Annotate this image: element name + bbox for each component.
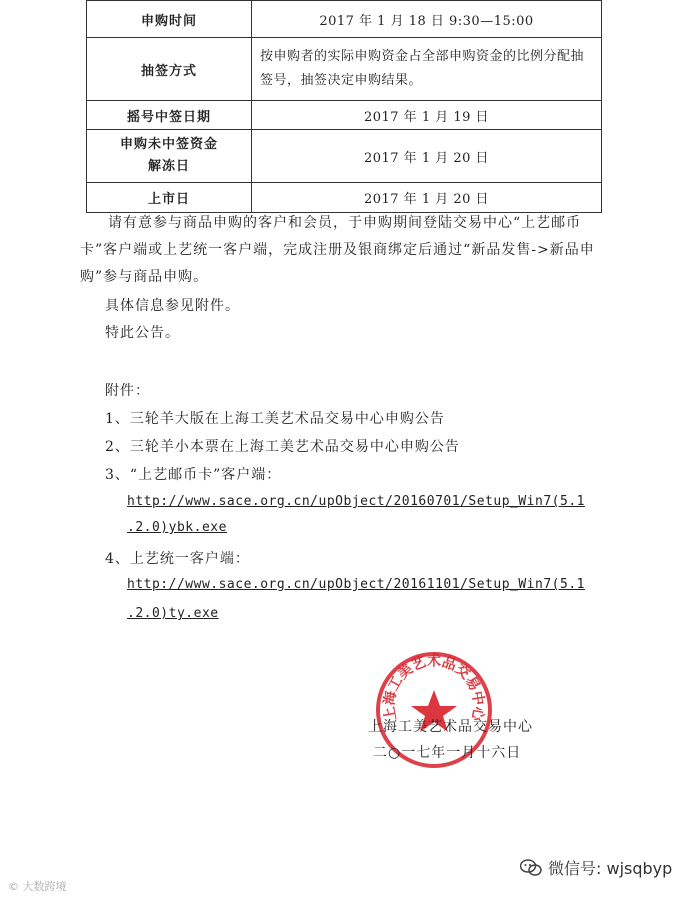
row-label: 抽签方式 (87, 38, 252, 101)
table-row (87, 183, 602, 213)
attachment-item: 1、三轮羊大版在上海工美艺术品交易中心申购公告 (105, 411, 445, 427)
wechat-id-label: 微信号: wjsqbyp (548, 859, 673, 878)
row-value: 2017 年 1 月 19 日 (252, 101, 602, 130)
subscription-info-table (86, 0, 602, 213)
download-link[interactable]: .2.0)ybk.exe (127, 520, 227, 535)
details-note: 具体信息参见附件。 (105, 298, 240, 314)
copyright-icon: © (8, 880, 19, 893)
row-label (87, 130, 252, 183)
closing-note: 特此公告。 (105, 325, 180, 341)
source-label: 大数跨境 (22, 880, 67, 893)
download-link[interactable]: http://www.sace.org.cn/upObject/20161101/Setup_Win7(5.1 (127, 577, 585, 592)
row-value: 按申购者的实际申购资金占全部申购资金的比例分配抽签号，抽签决定申购结果。 (252, 38, 602, 101)
table-row (87, 38, 602, 101)
instruction-paragraph: 请有意参与商品申购的客户和会员，于申购期间登陆交易中心“上艺邮币卡”客户端或上艺统一客户端，完成注册及银商绑定后通过“新品发售->新品申购”参与商品申购。 (80, 215, 595, 285)
seal-text: 上海工美艺术品交易中心 (381, 653, 487, 722)
download-link[interactable]: http://www.sace.org.cn/upObject/20160701/Setup_Win7(5.1 (127, 494, 585, 509)
row-label-line: 解冻日 (147, 159, 190, 174)
row-label: 摇号中签日期 (87, 101, 252, 130)
row-value: 2017 年 1 月 18 日 9:30—15:00 (252, 1, 602, 38)
row-label: 申购时间 (87, 1, 252, 38)
attachment-item: 4、上艺统一客户端： (105, 551, 250, 567)
table-row (87, 101, 602, 130)
issue-date: 二○一七年一月十六日 (373, 745, 522, 761)
download-link: .2.0)ty.exe (127, 606, 219, 621)
row-value: 2017 年 1 月 20 日 (252, 130, 602, 183)
attachments-heading: 附件： (105, 383, 150, 399)
source-watermark (8, 878, 67, 894)
row-value: 2017 年 1 月 20 日 (252, 183, 602, 213)
attachment-item: 3、“上艺邮币卡”客户端： (105, 467, 282, 483)
issuer-name: 上海工美艺术品交易中心 (368, 719, 533, 735)
wechat-icon (520, 859, 542, 877)
table-row (87, 130, 602, 183)
table-row (87, 1, 602, 38)
row-label-line: 申购未中签资金 (119, 137, 218, 152)
wechat-watermark (520, 856, 672, 879)
row-label: 上市日 (87, 183, 252, 213)
attachment-item: 2、三轮羊小本票在上海工美艺术品交易中心申购公告 (105, 439, 460, 455)
